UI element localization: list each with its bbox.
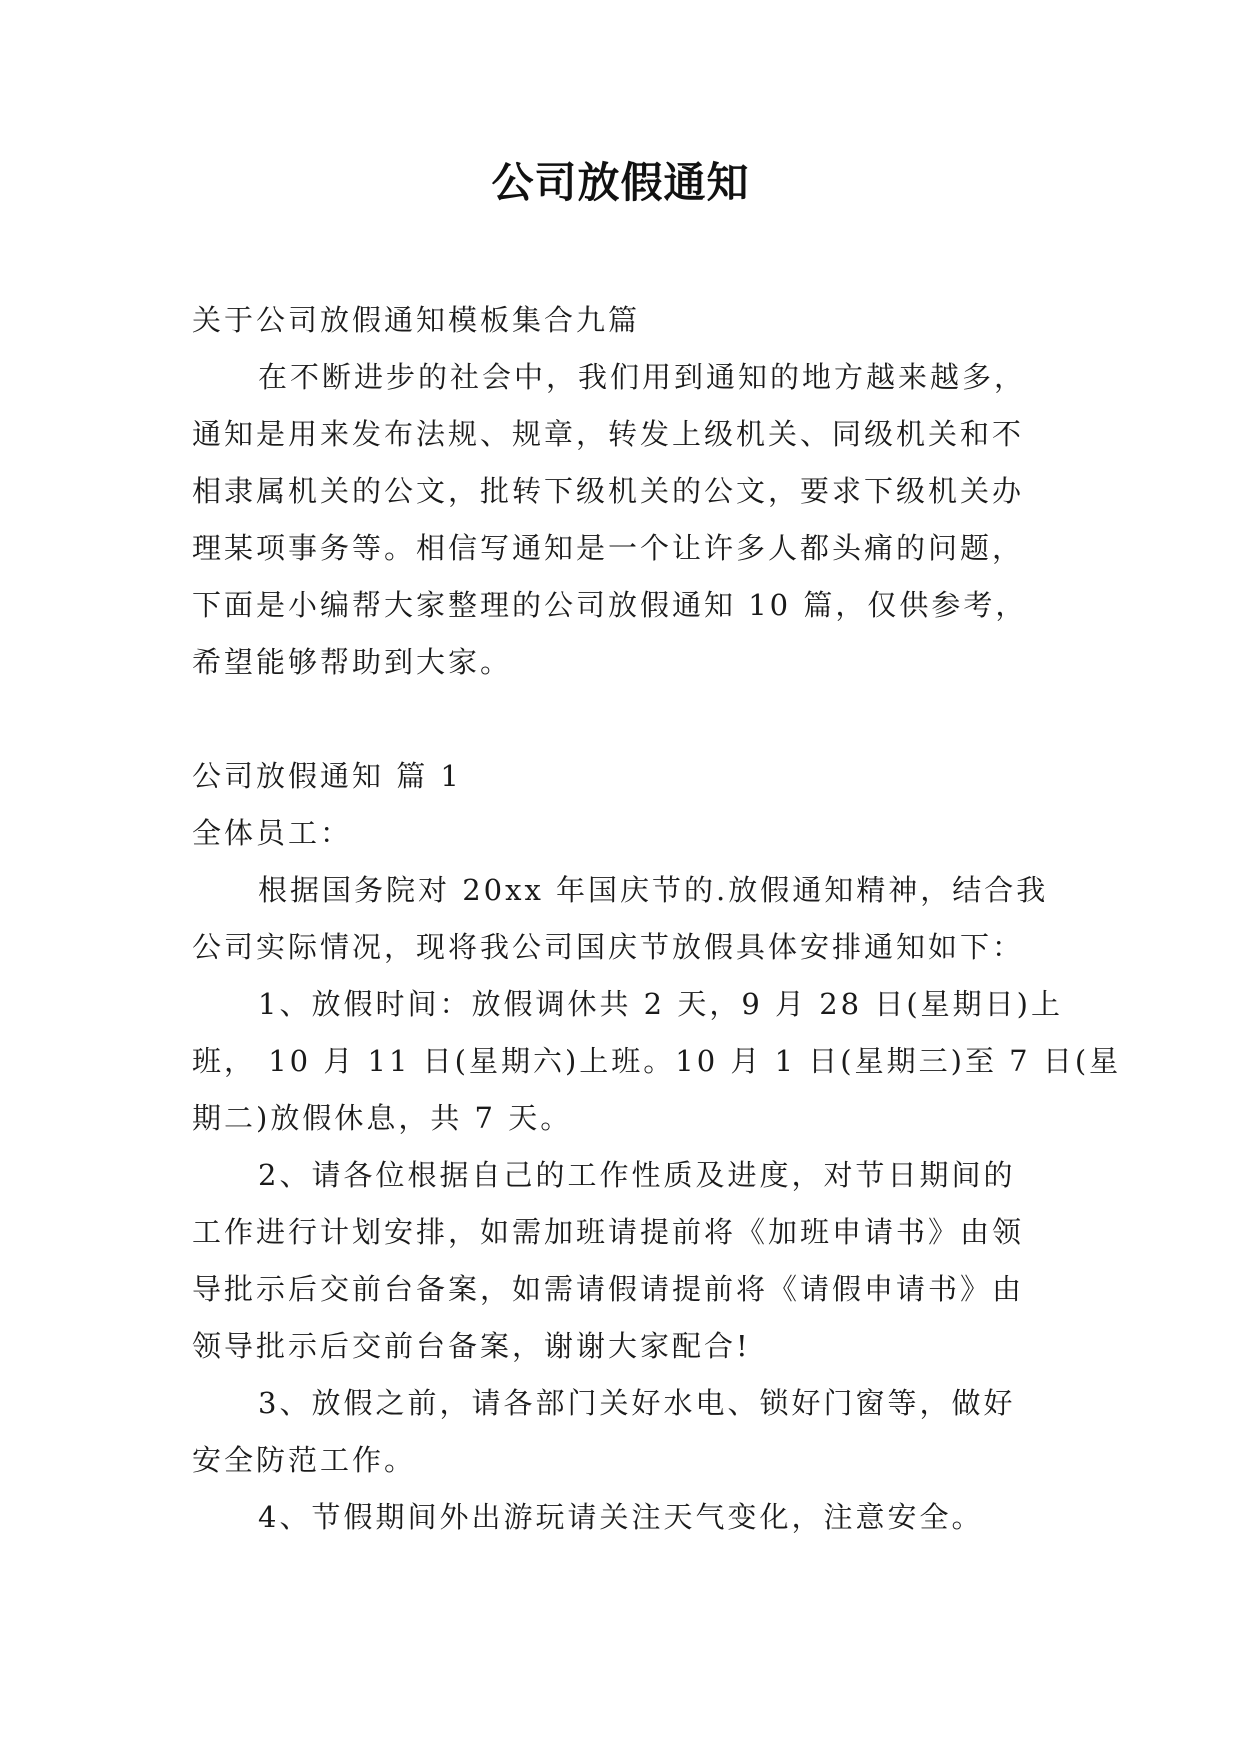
- item-line: 2、请各位根据自己的工作性质及进度，对节日期间的: [258, 1158, 1016, 1192]
- item-line: 导批示后交前台备案，如需请假请提前将《请假申请书》由: [192, 1272, 1025, 1306]
- notice-line: 根据国务院对 20xx 年国庆节的.放假通知精神，结合我: [258, 873, 1049, 907]
- notice-item-3: [192, 1375, 1052, 1489]
- item-line: 1、放假时间：放假调休共 2 天，9 月 28 日(星期日)上: [258, 987, 1063, 1021]
- notice-item-1: [192, 976, 1122, 1147]
- notice-item-2: [192, 1147, 1052, 1375]
- intro-line: 在不断进步的社会中，我们用到通知的地方越来越多，: [258, 360, 1027, 394]
- item-line: 领导批示后交前台备案，谢谢大家配合!: [192, 1329, 751, 1363]
- item-line: 期二)放假休息，共 7 天。: [192, 1101, 573, 1135]
- intro-line: 理某项事务等。相信写通知是一个让许多人都头痛的问题，: [192, 531, 1025, 565]
- section-heading: 公司放假通知 篇 1: [192, 759, 462, 793]
- document-subtitle: 关于公司放假通知模板集合九篇: [192, 303, 641, 337]
- intro-line: 希望能够帮助到大家。: [192, 645, 513, 679]
- intro-line: 通知是用来发布法规、规章，转发上级机关、同级机关和不: [192, 417, 1025, 451]
- document-body: [192, 292, 1122, 1546]
- notice-paragraph: [192, 862, 1052, 976]
- notice-item-4: [192, 1489, 1052, 1546]
- item-line: 3、放假之前，请各部门关好水电、锁好门窗等，做好: [258, 1386, 1016, 1420]
- item-line: 工作进行计划安排，如需加班请提前将《加班申请书》由领: [192, 1215, 1025, 1249]
- intro-line: 相隶属机关的公文，批转下级机关的公文，要求下级机关办: [192, 474, 1025, 508]
- document-title: 公司放假通知: [491, 158, 750, 207]
- salutation: 全体员工：: [192, 816, 353, 850]
- item-line: 安全防范工作。: [192, 1443, 417, 1477]
- item-line: 班， 10 月 11 日(星期六)上班。10 月 1 日(星期三)至 7 日(星: [192, 1044, 1122, 1078]
- notice-line: 公司实际情况，现将我公司国庆节放假具体安排通知如下：: [192, 930, 1025, 964]
- paragraph-spacer: [192, 691, 1052, 748]
- intro-line: 下面是小编帮大家整理的公司放假通知 10 篇，仅供参考，: [192, 588, 1028, 622]
- intro-paragraph: [192, 349, 1052, 691]
- item-line: 4、节假期间外出游玩请关注天气变化，注意安全。: [258, 1500, 984, 1534]
